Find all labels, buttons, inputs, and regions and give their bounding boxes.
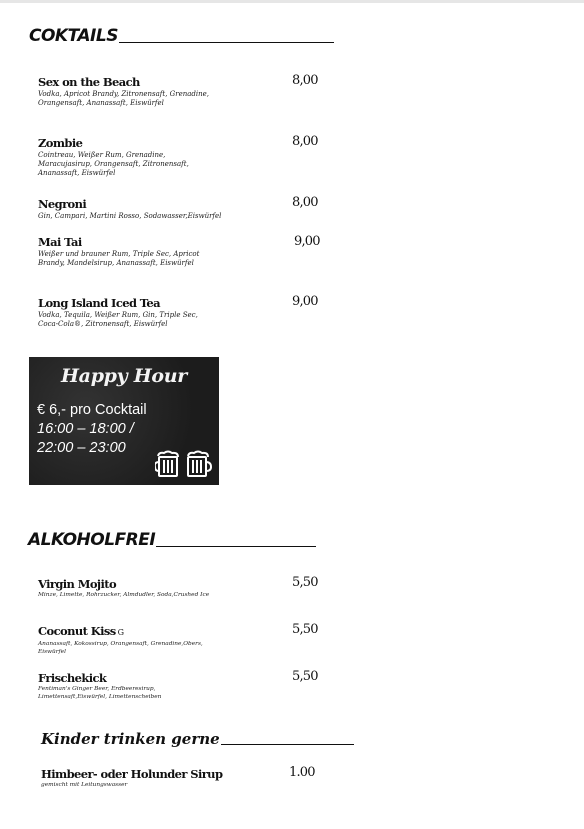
- happy-hour-box: [29, 357, 219, 485]
- happy-hour-time-1: 16:00 – 18:00 /: [37, 421, 134, 437]
- item-description: gemischt mit Leitungswasser: [41, 782, 128, 788]
- item-name: Negroni: [38, 197, 87, 211]
- happy-hour-time-2: 22:00 – 23:00: [37, 440, 126, 456]
- cocktails-heading-text: COKTAILS: [29, 26, 118, 46]
- item-price: 5,50: [292, 622, 318, 637]
- allergen-mark: G: [117, 628, 125, 637]
- item-description: Fentiman's Ginger Beer, Erdbeeresirup, Limettensaft,Eiswürfel, Limettenscheiben: [38, 686, 162, 700]
- item-name-row: [38, 624, 328, 640]
- item-description: Cointreau, Weißer Rum, Grenadine, Maracujasirup, Orangensaft, Zitronensaft, Ananassaft, Eiswürfel: [38, 151, 189, 177]
- item-price: 1.00: [289, 765, 315, 780]
- happy-hour-title: Happy Hour: [61, 365, 187, 387]
- alkoholfrei-heading-rule: [156, 546, 316, 547]
- item-name: Zombie: [38, 136, 83, 150]
- top-border: [0, 0, 584, 3]
- cocktails-heading-rule: [119, 42, 334, 43]
- menu-item-negroni: [38, 197, 328, 221]
- beer-mugs-icon: [155, 450, 213, 478]
- kinder-heading-text: Kinder trinken gerne: [41, 730, 220, 748]
- item-price: 8,00: [292, 73, 318, 88]
- menu-item-mai-tai: [38, 235, 328, 268]
- item-name: Himbeer- oder Holunder Sirup: [41, 767, 223, 781]
- item-price: 9,00: [292, 294, 318, 309]
- kinder-heading: [41, 730, 354, 748]
- menu-item-sirup: [41, 767, 331, 790]
- item-name: Sex on the Beach: [38, 75, 140, 89]
- menu-item-virgin-mojito: [38, 577, 328, 600]
- item-price: 5,50: [292, 575, 318, 590]
- item-description: Minze, Limette, Rohrzucker, Almdudler, Soda,Crushed Ice: [38, 592, 210, 598]
- item-description: Vodka, Apricot Brandy, Zitronensaft, Grenadine, Orangensaft, Ananassaft, Eiswürfel: [38, 90, 210, 107]
- item-price: 5,50: [292, 669, 318, 684]
- menu-item-long-island-iced-tea: [38, 296, 328, 329]
- item-price: 9,00: [294, 234, 320, 249]
- happy-hour-price: € 6,- pro Cocktail: [37, 402, 147, 418]
- alkoholfrei-heading-text: ALKOHOLFREI: [28, 530, 156, 550]
- item-price: 8,00: [292, 195, 318, 210]
- menu-item-frischekick: [38, 671, 328, 701]
- alkoholfrei-heading: [28, 530, 316, 550]
- item-description: Gin, Campari, Martini Rosso, Sodawasser,Eiswürfel: [38, 212, 222, 220]
- item-description: Weißer und brauner Rum, Triple Sec, Apricot Brandy, Mandelsirup, Ananassaft, Eiswürfel: [38, 250, 200, 267]
- menu-item-coconut-kiss: [38, 624, 328, 656]
- kinder-heading-rule: [221, 744, 354, 745]
- item-name: Frischekick: [38, 671, 107, 685]
- item-name: Long Island Iced Tea: [38, 296, 160, 310]
- item-name: Virgin Mojito: [38, 577, 117, 591]
- cocktails-heading: [29, 26, 334, 46]
- item-name: Coconut Kiss: [38, 624, 116, 638]
- item-description: Vodka, Tequila, Weißer Rum, Gin, Triple Sec, Coca-Cola®, Zitronensaft, Eiswürfel: [38, 311, 198, 328]
- item-name: Mai Tai: [38, 235, 82, 249]
- menu-item-zombie: [38, 136, 328, 178]
- item-description: Ananassaft, Kokossirup, Orangensaft, Grenadine,Obers, Eiswürfel: [38, 641, 203, 655]
- menu-item-sex-on-the-beach: [38, 75, 328, 108]
- item-price: 8,00: [292, 134, 318, 149]
